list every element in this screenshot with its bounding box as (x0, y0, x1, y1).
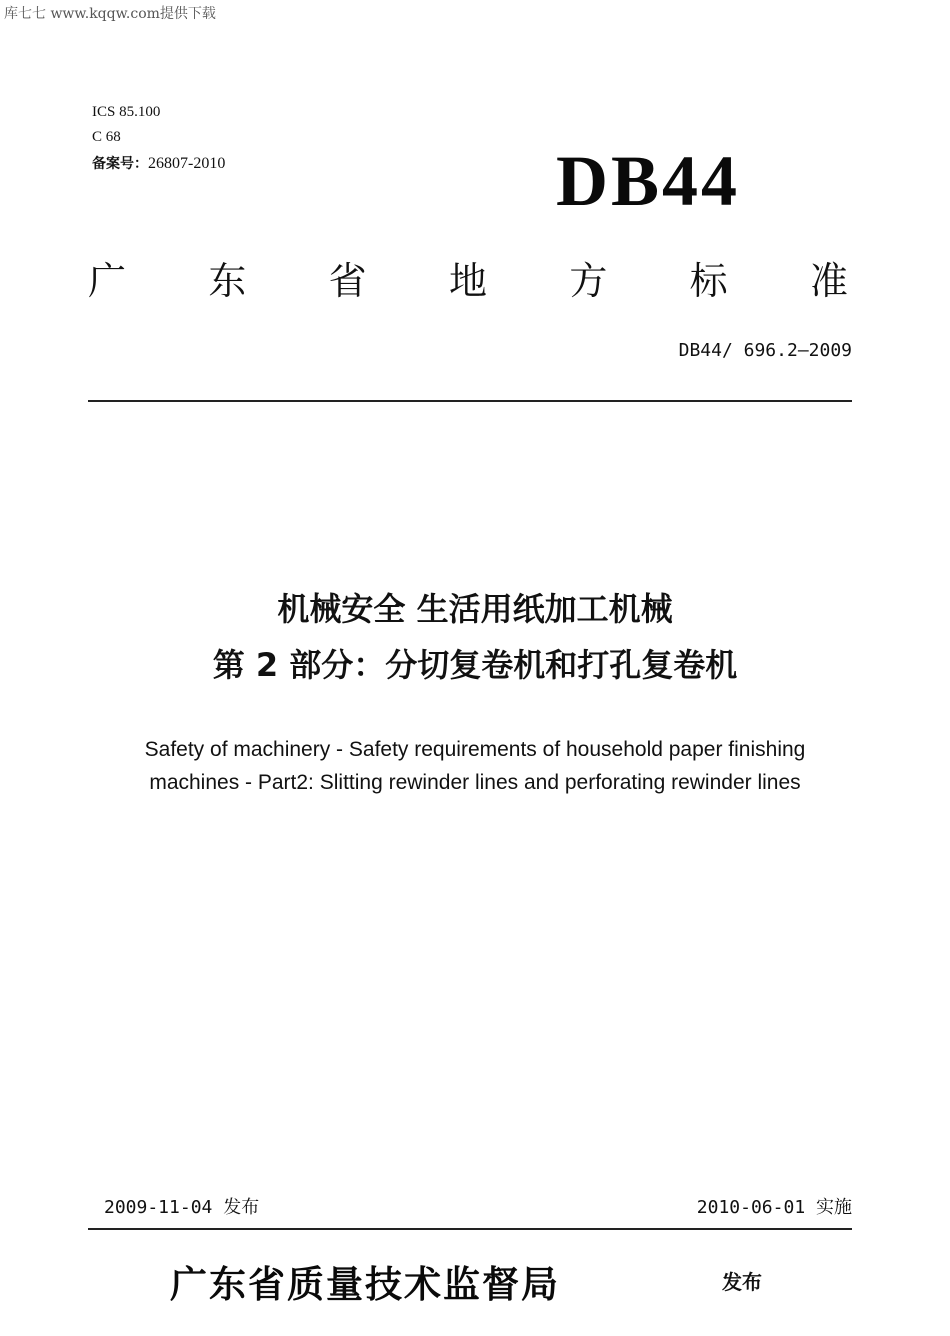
issuer-label: 发布 (722, 1270, 762, 1294)
standard-type-char: 标 (689, 259, 728, 303)
standard-type-char: 准 (809, 259, 848, 303)
watermark-text: 库七七 www.kqqw.com提供下载 (4, 6, 216, 22)
record-number (92, 153, 225, 173)
implement-date: 2010-06-01 (696, 1197, 806, 1218)
standard-type-char: 地 (448, 259, 487, 303)
title-en-line2: machines - Part2: Slitting rewinder lines and perforating rewinder lines (149, 771, 801, 794)
publish-label: 发布 (223, 1197, 260, 1218)
publish-date-block (104, 1193, 259, 1219)
title-en-line1: Safety of machinery - Safety requirements of household paper finishing (144, 738, 806, 761)
standard-code: DB44 (556, 141, 741, 221)
standard-type-char: 广 (88, 259, 127, 303)
standard-type-char: 省 (328, 259, 367, 303)
ics-code: ICS 85.100 (92, 104, 161, 120)
title-cn-line2: 第 2 部分：分切复卷机和打孔复卷机 (212, 646, 738, 684)
issuing-authority: 广东省质量技术监督局 (170, 1262, 560, 1306)
standard-number: DB44/ 696.2—2009 (678, 340, 852, 361)
bottom-divider (88, 1228, 852, 1230)
standard-type-char: 方 (569, 259, 608, 303)
implement-label: 实施 (816, 1197, 852, 1218)
record-number-label: 备案号： (92, 156, 148, 172)
ccs-code: C 68 (92, 129, 121, 145)
record-number-value: 26807-2010 (148, 155, 226, 172)
publish-date: 2009-11-04 (104, 1197, 213, 1218)
standard-type-char: 东 (208, 259, 247, 303)
implement-date-block (697, 1193, 852, 1219)
top-divider (88, 400, 852, 402)
standard-type-title (88, 250, 848, 305)
title-cn-line1: 机械安全 生活用纸加工机械 (277, 590, 673, 628)
